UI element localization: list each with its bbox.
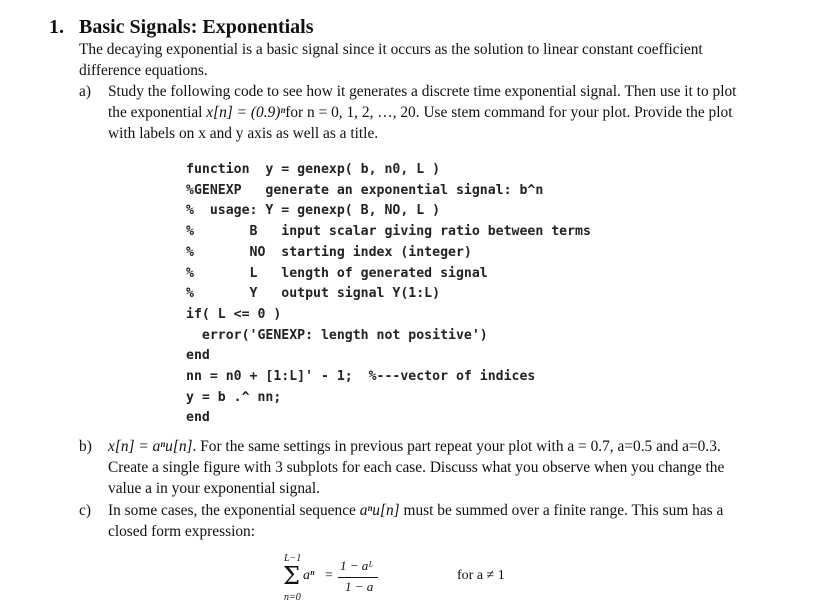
equals-sign: = (325, 568, 333, 583)
code-line: %GENEXP generate an exponential signal: b^n (186, 182, 544, 198)
sigma-symbol: Σ (283, 562, 300, 590)
section-number: 1. (49, 16, 64, 38)
fraction-numerator: 1 − aᴸ (340, 558, 374, 573)
section-title: Basic Signals: Exponentials (79, 16, 314, 38)
part-c-line-1-post: must be summed over a finite range. This sum has a (399, 502, 724, 519)
intro-line-2: difference equations. (79, 62, 208, 79)
formula-condition: for a ≠ 1 (457, 568, 505, 583)
part-a-line-2-post: for n = 0, 1, 2, …, 20. Use stem command for your plot. Provide the plot (285, 104, 733, 121)
part-b-line-1 (108, 437, 721, 457)
part-b-line-1-post: . For the same settings in previous part repeat your plot with a = 0.7, a=0.5 and a=0.3. (192, 438, 721, 455)
signal-formula: x[n] = aⁿu[n] (108, 438, 193, 455)
code-line: nn = n0 + [1:L]' - 1; %---vector of indices (186, 369, 536, 385)
part-a-line-1: Study the following code to see how it generates a discrete time exponential signal. Then use it to plot (108, 83, 737, 100)
part-a-line-2-pre: the exponential (108, 104, 207, 121)
code-line: % L length of generated signal (186, 265, 488, 281)
part-c-label: c) (79, 502, 91, 519)
fraction-bar (338, 577, 378, 578)
code-line: % Y output signal Y(1:L) (186, 286, 441, 302)
code-line: function y = genexp( b, n0, L ) (186, 162, 441, 177)
code-line: % B input scalar giving ratio between terms (186, 224, 591, 240)
code-block (186, 160, 591, 429)
code-line: y = b .^ nn; (186, 389, 282, 405)
code-line: % NO starting index (integer) (186, 244, 472, 260)
part-b-line-3: value a in your exponential signal. (108, 480, 320, 497)
part-b-line-2: Create a single figure with 3 subplots for each case. Discuss what you observe when you change the (108, 459, 725, 476)
fraction-denominator: 1 − a (345, 579, 374, 594)
part-c-line-1 (108, 501, 723, 521)
part-c-line-2: closed form expression: (108, 523, 256, 540)
sum-lower-limit: n=0 (284, 592, 301, 603)
part-a-line-3: with labels on x and y axis as well as a title. (108, 125, 379, 142)
code-line: % usage: Y = genexp( B, NO, L ) (186, 203, 441, 219)
part-a-line-2 (108, 103, 733, 123)
sequence-formula: aⁿu[n] (359, 502, 400, 519)
code-line: if( L <= 0 ) (186, 306, 282, 322)
intro-line-1: The decaying exponential is a basic signal since it occurs as the solution to linear constant coefficient (79, 41, 703, 58)
part-b-label: b) (79, 438, 92, 455)
sum-term: aⁿ (303, 568, 315, 583)
part-c-line-1-pre: In some cases, the exponential sequence (108, 502, 360, 519)
sum-upper-limit: L−1 (284, 553, 302, 564)
part-a-label: a) (79, 83, 91, 100)
code-line: end (186, 348, 210, 364)
code-line: error('GENEXP: length not positive') (186, 327, 488, 343)
exponential-formula: x[n] = (0.9)ⁿ (206, 104, 286, 121)
code-line: end (186, 410, 210, 426)
